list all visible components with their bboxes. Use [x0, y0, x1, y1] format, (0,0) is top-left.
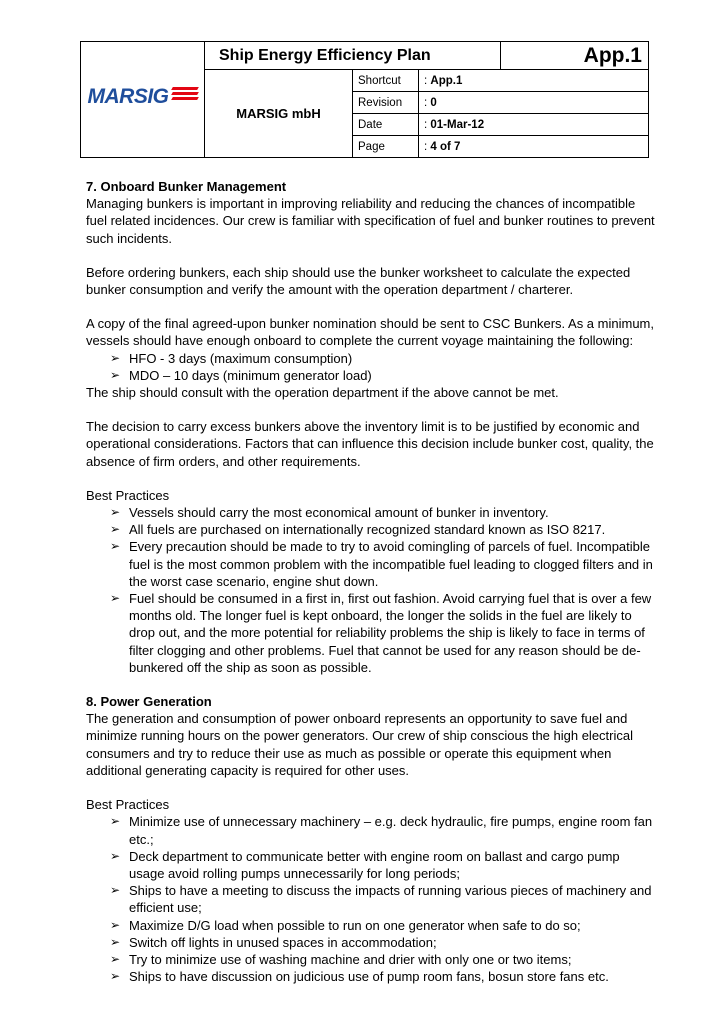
list-item: [106, 367, 656, 384]
arrowhead-bullet-icon: ➢: [110, 969, 121, 984]
meta-revision-value: 0: [430, 96, 437, 109]
list-item-text: Ships to have discussion on judicious use of pump room fans, bosun store fans etc.: [129, 969, 609, 985]
list-item: [106, 538, 656, 590]
list-item-text: Try to minimize use of washing machine and drier with only one or two items;: [129, 951, 572, 967]
arrowhead-bullet-icon: ➢: [110, 350, 121, 365]
list-item: [106, 521, 656, 538]
meta-key: Date: [353, 114, 419, 136]
document-header: [80, 41, 649, 158]
arrowhead-bullet-icon: ➢: [110, 917, 121, 932]
list-item: [106, 882, 656, 916]
meta-value: [419, 70, 649, 92]
list-item-text: Deck department to communicate better with engine room on ballast and cargo pump usage avoid rolling pumps unnecessarily for long periods;: [129, 848, 620, 881]
meta-sep: :: [424, 96, 431, 109]
arrowhead-bullet-icon: ➢: [110, 848, 121, 863]
meta-row-date: [353, 114, 648, 136]
meta-key: Shortcut: [353, 70, 419, 92]
meta-page-value: 4 of 7: [430, 140, 461, 153]
minimum-bunker-list: [86, 350, 656, 384]
logo-cell: [81, 42, 205, 158]
arrowhead-bullet-icon: ➢: [110, 367, 121, 382]
section-7-paragraph-1: Managing bunkers is important in improving reliability and reducing the chances of incompatible fuel related incidences. Our crew is familiar with specification of fuel and bunker routines to prevent such incidents.: [86, 196, 655, 246]
list-item: [106, 848, 656, 882]
meta-date-value: 01-Mar-12: [430, 118, 485, 131]
document-title: Ship Energy Efficiency Plan: [205, 42, 501, 70]
list-item-text: All fuels are purchased on internationally recognized standard known as ISO 8217.: [129, 522, 606, 538]
section-7-paragraph-4: The decision to carry excess bunkers above the inventory limit is to be justified by economic and operational considerations. Factors that can influence this decision include bunker cost, quality, the absence of firm orders, and other requirements.: [86, 419, 654, 469]
arrowhead-bullet-icon: ➢: [110, 539, 121, 554]
section-8-best-practices-list: [86, 813, 656, 985]
marsig-logo: [88, 83, 198, 111]
section-7-paragraph-3-tail: The ship should consult with the operation department if the above cannot be met.: [86, 385, 559, 401]
list-item: [106, 813, 656, 847]
list-item: [106, 917, 656, 934]
logo-stripes-icon: [172, 87, 198, 105]
arrowhead-bullet-icon: ➢: [110, 883, 121, 898]
section-7-paragraph-3: A copy of the final agreed-upon bunker nomination should be sent to CSC Bunkers. As a minimum, vessels should have enough onboard to complete the current voyage maintaining the following:: [86, 316, 654, 349]
arrowhead-bullet-icon: ➢: [110, 934, 121, 949]
meta-key: Revision: [353, 92, 419, 114]
list-item-text: Vessels should carry the most economical amount of bunker in inventory.: [129, 505, 549, 521]
list-item-text: HFO - 3 days (maximum consumption): [129, 350, 353, 366]
section-8-heading: 8. Power Generation: [86, 694, 212, 710]
document-body: [86, 178, 656, 985]
list-item-text: Fuel should be consumed in a first in, first out fashion. Avoid carrying fuel that is over a few months old. The longer fuel is kept onboard, the longer the solids in the fuel are likely to drop out, and the more potential for reliability problems the ship is likely to face in terms of filter clogging and other problems. Fuel that cannot be used for any reason should be de-bunkered off the ship as soon as possible.: [129, 591, 652, 675]
logo-text: MARSIG: [87, 85, 169, 108]
list-item-text: Minimize use of unnecessary machinery – e.g. deck hydraulic, fire pumps, engine room fan etc.;: [129, 814, 653, 847]
document-meta: [353, 70, 649, 158]
list-item: [106, 504, 656, 521]
list-item-text: Every precaution should be made to try to avoid comingling of parcels of fuel. Incompatible fuel is the most common problem with the incompatible fuel leading to clogged filters and in the worst case scenario, engine shut down.: [129, 539, 653, 589]
meta-sep: :: [424, 118, 431, 131]
list-item: [106, 590, 656, 676]
list-item: [106, 350, 656, 367]
section-7-best-practices-list: [86, 504, 656, 676]
arrowhead-bullet-icon: ➢: [110, 505, 121, 520]
arrowhead-bullet-icon: ➢: [110, 591, 121, 606]
meta-sep: :: [424, 140, 431, 153]
list-item-text: Ships to have a meeting to discuss the impacts of running various pieces of machinery and efficient use;: [129, 883, 652, 916]
arrowhead-bullet-icon: ➢: [110, 522, 121, 537]
meta-row-revision: [353, 92, 648, 114]
meta-value: [419, 136, 649, 158]
list-item-text: Maximize D/G load when possible to run on one generator when safe to do so;: [129, 917, 581, 933]
list-item-text: Switch off lights in unused spaces in accommodation;: [129, 934, 437, 950]
meta-key: Page: [353, 136, 419, 158]
section-7-heading: 7. Onboard Bunker Management: [86, 179, 287, 194]
appendix-label: App.1: [501, 42, 649, 70]
meta-value: [419, 92, 649, 114]
meta-value: [419, 114, 649, 136]
arrowhead-bullet-icon: ➢: [110, 951, 121, 966]
section-8-best-practices-label: Best Practices: [86, 797, 170, 813]
meta-row-shortcut: [353, 70, 648, 92]
company-name: MARSIG mbH: [205, 70, 353, 158]
section-7-best-practices-label: Best Practices: [86, 487, 170, 503]
arrowhead-bullet-icon: ➢: [110, 814, 121, 829]
list-item: [106, 968, 656, 985]
meta-sep: :: [424, 74, 431, 87]
list-item-text: MDO – 10 days (minimum generator load): [129, 367, 372, 383]
section-8-paragraph-1: The generation and consumption of power onboard represents an opportunity to save fuel and minimize running hours on the power generators. Our crew of ship conscious the high electrical consumers and try to reduce their use as much as possible or operate this equipment when additional generating capacity is required for other uses.: [86, 711, 633, 778]
meta-row-page: [353, 136, 648, 158]
list-item: [106, 951, 656, 968]
list-item: [106, 934, 656, 951]
section-7-paragraph-2: Before ordering bunkers, each ship should use the bunker worksheet to calculate the expected bunker consumption and verify the amount with the operation department / charterer.: [86, 264, 631, 298]
meta-shortcut-value: App.1: [430, 74, 463, 87]
